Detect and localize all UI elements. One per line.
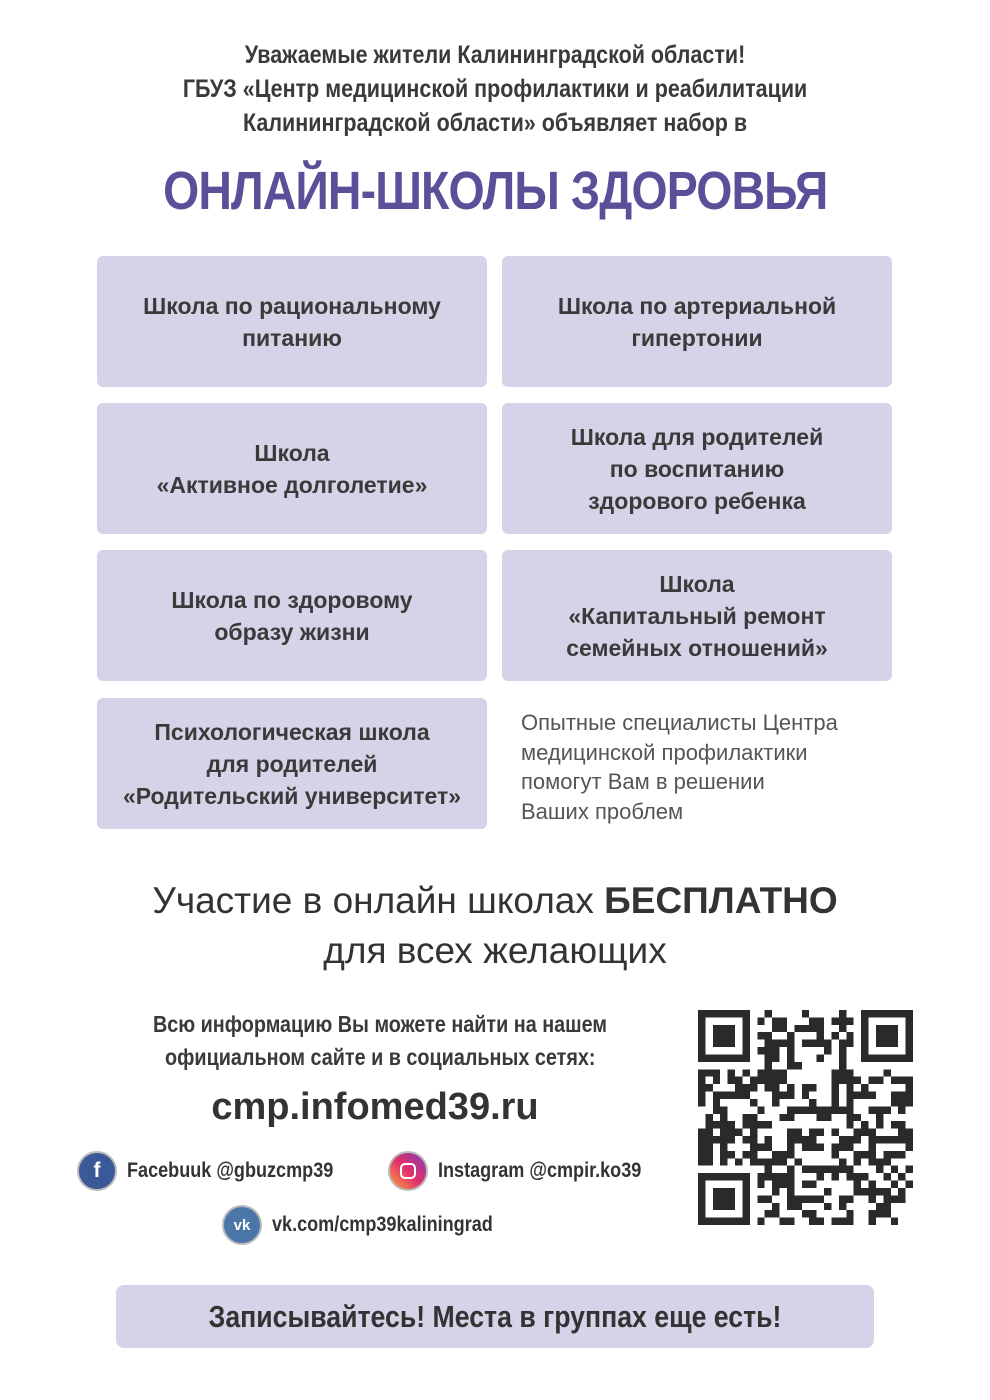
facebook-link[interactable]	[77, 1151, 367, 1191]
intro-text	[0, 38, 990, 140]
website-text[interactable]: cmp.infomed39.ru	[211, 1086, 539, 1128]
description-line: медицинской профилактики	[521, 739, 808, 765]
school-card	[97, 256, 487, 387]
instagram-link[interactable]	[388, 1151, 674, 1191]
school-card	[97, 550, 487, 681]
website-link[interactable]	[80, 1086, 670, 1129]
call-to-action-banner	[116, 1285, 874, 1348]
school-card	[97, 403, 487, 534]
free-participation	[0, 876, 990, 976]
intro-line: Калининградской области» объявляет набор в	[242, 109, 748, 137]
intro-line: ГБУЗ «Центр медицинской профилактики и реабилитации	[182, 75, 808, 103]
qr-code	[698, 1010, 913, 1225]
school-line: Школа по артериальной	[557, 292, 837, 319]
school-line: образу жизни	[214, 618, 370, 645]
title-text: ОНЛАЙН-ШКОЛЫ ЗДОРОВЬЯ	[162, 161, 828, 221]
school-line: Школа	[254, 439, 330, 466]
description-line: помогут Вам в решении	[521, 769, 765, 794]
cta-text: Записывайтесь! Места в группах еще есть!	[208, 1298, 782, 1334]
school-card	[502, 256, 892, 387]
school-card	[502, 403, 892, 534]
school-card	[502, 550, 892, 681]
school-line: Школа по здоровому	[171, 586, 413, 613]
school-line: для родителей	[206, 750, 378, 777]
school-line: «Капитальный ремонт	[568, 602, 826, 629]
facebook-text[interactable]: Facebuuk @gbuzcmp39	[127, 1159, 334, 1182]
facebook-icon: f	[77, 1151, 117, 1191]
info-line: Всю информацию Вы можете найти на нашем	[152, 1011, 608, 1037]
school-line: Школа по рациональному	[143, 292, 441, 319]
description-line: Опытные специалисты Центра	[521, 710, 838, 735]
school-line: «Активное долголетие»	[156, 471, 428, 498]
school-line: семейных отношений»	[566, 634, 828, 661]
school-line: Школа для родителей	[570, 423, 824, 450]
free-bold: БЕСПЛАТНО	[604, 880, 838, 921]
instagram-text[interactable]: Instagram @cmpir.ko39	[438, 1159, 642, 1182]
qr-modules	[698, 1010, 913, 1225]
school-line: по воспитанию	[609, 455, 785, 482]
instagram-icon	[388, 1151, 428, 1191]
school-line: Психологическая школа	[154, 718, 430, 745]
description-line: Ваших проблем	[521, 798, 684, 824]
intro-line: Уважаемые жители Калининградской области!	[244, 41, 746, 69]
school-card	[97, 698, 487, 829]
school-line: гипертонии	[631, 324, 763, 351]
info-text	[80, 1008, 680, 1074]
free-line2: для всех желающих	[323, 930, 667, 971]
vk-text[interactable]: vk.com/cmp39kaliningrad	[272, 1213, 493, 1236]
school-line: здорового ребенка	[588, 487, 806, 514]
school-line: Школа	[659, 570, 735, 597]
school-line: «Родительский университет»	[122, 782, 462, 809]
vk-icon: vk	[222, 1205, 262, 1245]
page-title	[0, 160, 990, 222]
vk-link[interactable]	[222, 1205, 529, 1245]
description	[521, 708, 838, 826]
school-line: питанию	[242, 324, 342, 351]
info-line: официальном сайте и в социальных сетях:	[164, 1044, 596, 1070]
free-text: Участие в онлайн школах	[152, 880, 605, 921]
